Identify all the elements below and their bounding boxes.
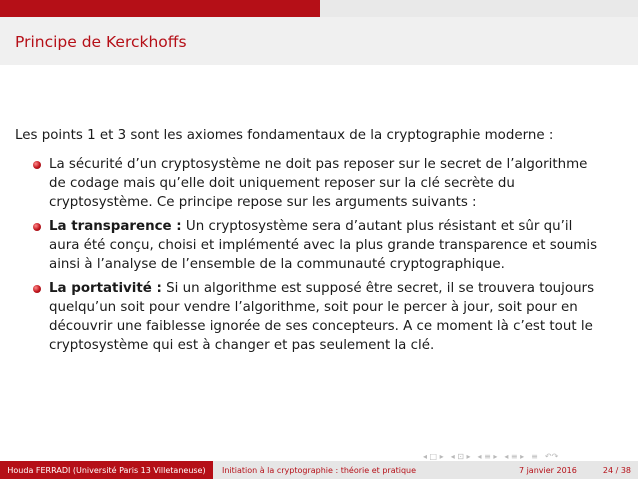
bullet-icon — [33, 223, 41, 231]
footer-date-page — [425, 461, 638, 479]
footer-date: 7 janvier 2016 — [518, 465, 577, 475]
nav-frame-icon[interactable]: ◂ ⊡ ▸ — [450, 452, 471, 461]
bullet-icon — [33, 285, 41, 293]
nav-document-icon[interactable]: ≡ — [531, 452, 538, 461]
navigation-symbols — [423, 452, 558, 461]
nav-subsection-icon[interactable]: ◂ ≡ ▸ — [477, 452, 498, 461]
nav-slide-icon[interactable]: ◂ □ ▸ — [423, 452, 444, 461]
header-bar — [0, 0, 638, 17]
footer-bar — [0, 461, 638, 479]
list-item-text: La sécurité d’un cryptosystème ne doit pas reposer sur le secret de l’algorithme de codage mais qu’elle doit uniquement reposer sur la clé secrète du cryptosystème. Ce principe repose sur les arguments suivants : — [49, 157, 588, 210]
footer-page-number: 24 / 38 — [602, 465, 631, 475]
footer-course-title: Initiation à la cryptographie : théorie et pratique — [213, 461, 425, 479]
slide-title: Principe de Kerckhoffs — [15, 33, 187, 51]
header-bar-red-segment — [0, 0, 320, 17]
list-item — [33, 279, 603, 355]
header-bar-grey-segment — [320, 0, 638, 17]
list-item — [33, 217, 603, 274]
intro-text: Les points 1 et 3 sont les axiomes fondamentaux de la cryptographie moderne : — [15, 128, 554, 143]
nav-search-icon[interactable]: ↶↷ — [544, 452, 559, 461]
list-item-text: Un cryptosystème sera d’autant plus résistant et sûr qu’il aura été conçu, choisi et implémenté avec la plus grande transparence et soumis ainsi à l’analyse de l’ensemble de la communauté cryptographique. — [49, 219, 598, 272]
footer-author: Houda FERRADI (Université Paris 13 Villetaneuse) — [0, 461, 213, 479]
nav-section-icon[interactable]: ◂ ≡ ▸ — [504, 452, 525, 461]
bullet-icon — [33, 161, 41, 169]
list-item-heading: La portativité : — [49, 281, 162, 296]
list-item-text: Si un algorithme est supposé être secret, il se trouvera toujours quelqu’un soit pour vendre l’algorithme, soit pour le percer à jour, soit pour en découvrir une faiblesse ignorée de ses concepteurs. A ce moment là c’est tout le cryptosystème qui est à changer et pas seulement la clé. — [49, 281, 595, 353]
list-item-heading: La transparence : — [49, 219, 182, 234]
bullet-list — [33, 155, 603, 360]
list-item — [33, 155, 603, 212]
